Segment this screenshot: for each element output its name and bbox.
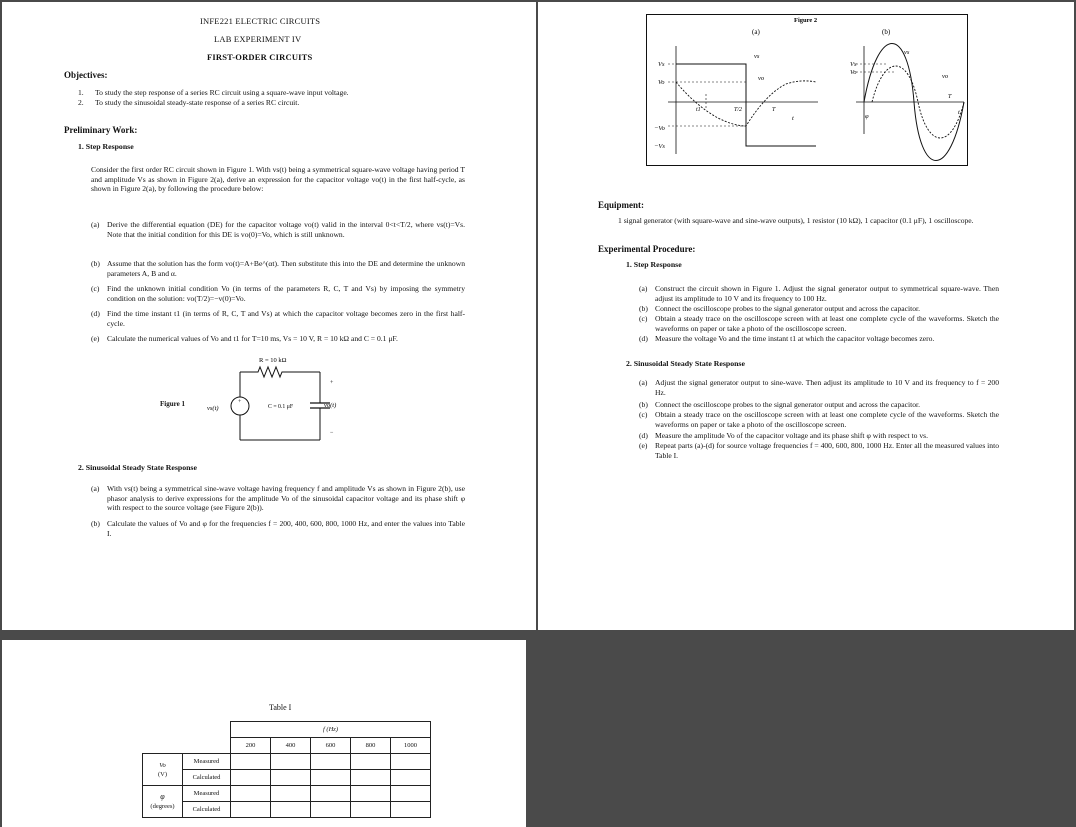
output-minus: − (330, 430, 334, 436)
freq-header: f (Hz) (231, 722, 431, 738)
row-kind: Calculated (183, 770, 231, 786)
item-text: Connect the oscilloscope probes to the signal generator output and across the capacitor. (655, 304, 921, 313)
item-text: Connect the oscilloscope probes to the signal generator output and across the capacitor. (655, 400, 921, 409)
row-kind: Calculated (183, 802, 231, 818)
item-text: Measure the voltage Vo and the time instant t1 at which the capacitor voltage becomes zero. (655, 334, 935, 343)
source-plus: + (238, 399, 242, 405)
item-label: (b) (639, 304, 648, 313)
item-label: (a) (639, 378, 648, 387)
objective-text: To study the sinusoidal steady-state response of a series RC circuit. (95, 98, 300, 107)
table-cell[interactable] (271, 786, 311, 802)
figure2a-label: (a) (752, 28, 760, 36)
item-text: Find the unknown initial condition Vo (in terms of the parameters R, C, T and Vs) by imposing the symmetry condition on the solution: vo(T/2)=−v(0)=Vo. (107, 284, 465, 303)
table-cell[interactable] (271, 754, 311, 770)
row-kind: Measured (183, 754, 231, 770)
label-t-b: t (958, 109, 960, 116)
item-text: Calculate the numerical values of Vo and t1 for T=10 ms, Vs = 10 V, R = 10 kΩ and C = 0.1 μF. (107, 334, 398, 343)
label-vo: vo (758, 75, 765, 82)
table-cell[interactable] (311, 770, 351, 786)
item-label: (a) (639, 284, 648, 293)
figure2 (646, 14, 968, 166)
item-text: Derive the differential equation (DE) for the capacitor voltage vo(t) valid in the interval 0<t<T/2, where vs(t)=Vs. Note that the initial condition for this DE is vo(0)=Vo, which is still unknown. (107, 220, 465, 239)
step-intro: Consider the first order RC circuit shown in Figure 1. With vs(t) being a symmetrical square-wave voltage having period T and amplitude Vs as shown in Figure 2(a), derive an expression for the capacitor voltage vo(t) in the first half-cycle, as shown in Figure 2(a), by following the procedure below: (91, 165, 465, 194)
table-cell[interactable] (231, 786, 271, 802)
item-text: Obtain a steady trace on the oscilloscope screen with at least one complete cycle of the waveforms. Sketch the waveforms on paper or take a photo of the oscilloscope screen. (655, 314, 999, 333)
item-label: (b) (91, 519, 100, 528)
table-cell[interactable] (351, 770, 391, 786)
row-kind: Measured (183, 786, 231, 802)
row-group-unit: (degrees) (150, 803, 175, 810)
table-cell[interactable] (271, 802, 311, 818)
table-cell[interactable] (351, 802, 391, 818)
label-Vo-b: Vo (850, 69, 857, 76)
row-group-label: Vo (159, 761, 166, 769)
item-label: (d) (91, 309, 100, 318)
item-label: (c) (639, 314, 648, 323)
page-1 (2, 2, 536, 630)
freq-cell: 200 (231, 738, 271, 754)
label-minus-Vs: −Vs (654, 143, 665, 150)
figure1-caption: Figure 1 (160, 400, 185, 408)
output-label: vo(t) (324, 402, 337, 409)
label-t: t (792, 115, 794, 122)
page-3 (2, 640, 526, 827)
label-Vs: Vs (658, 61, 665, 68)
row-group-phi (143, 786, 183, 818)
course-title: INFE221 ELECTRIC CIRCUITS (200, 16, 321, 26)
item-label: (a) (91, 220, 100, 229)
row-group-vo (143, 754, 183, 786)
table-cell[interactable] (351, 754, 391, 770)
resistor-label: R = 10 kΩ (259, 357, 287, 364)
objective-text: To study the step response of a series RC circuit using a square-wave input voltage. (95, 88, 349, 97)
table-cell[interactable] (311, 802, 351, 818)
item-label: (e) (91, 334, 100, 343)
figure2-title: Figure 2 (794, 17, 818, 24)
proc-step-heading: 1. Step Response (626, 260, 682, 269)
item-label: (b) (639, 400, 648, 409)
item-text: With vs(t) being a symmetrical sine-wave voltage having frequency f and amplitude Vs as shown in Figure 2(b), use phasor analysis to derive expressions for the amplitude Vo of the sinusoidal capacitor voltage and its phase shift φ with respect to the source voltage (see Figure 2(b)). (107, 484, 465, 513)
item-text: Assume that the solution has the form vo(t)=A+Be^(αt). Then substitute this into the DE and determine the unknown parameters A, B and α. (107, 259, 465, 278)
label-Vo: Vo (658, 79, 665, 86)
table-title: Table I (269, 703, 292, 712)
doc-title: FIRST-ORDER CIRCUITS (207, 52, 313, 62)
equipment-text: 1 signal generator (with square-wave and sine-wave outputs), 1 resistor (10 kΩ), 1 capacitor (0.1 μF), 1 oscilloscope. (618, 216, 974, 225)
item-label: (b) (91, 259, 100, 268)
resistor-symbol (240, 367, 320, 377)
table-cell[interactable] (271, 770, 311, 786)
table-cell[interactable] (231, 802, 271, 818)
item-text: Measure the amplitude Vo of the capacitor voltage and its phase shift φ with respect to vs. (655, 431, 928, 440)
table-cell[interactable] (391, 770, 431, 786)
source-label: vs(t) (207, 405, 219, 412)
item-text: Calculate the values of Vo and φ for the frequencies f = 200, 400, 600, 800, 1000 Hz, and enter the values into Table I. (107, 519, 465, 538)
label-T-b: T (948, 94, 952, 100)
item-text: Repeat parts (a)-(d) for source voltage frequencies f = 400, 600, 800, 1000 Hz. Enter all the measured values into Table I. (655, 441, 999, 460)
label-vo-b: vo (942, 73, 949, 80)
table-cell[interactable] (231, 770, 271, 786)
row-group-unit: (V) (157, 770, 168, 778)
figure1-circuit (202, 352, 352, 447)
label-t1: t1 (696, 107, 701, 113)
item-text: Adjust the signal generator output to sine-wave. Then adjust its amplitude to 10 V and its frequency to f = 200 Hz. (655, 378, 999, 397)
output-plus: + (330, 380, 334, 386)
step-heading: 1. Step Response (78, 142, 134, 151)
page-2 (538, 2, 1074, 630)
item-label: (c) (639, 410, 648, 419)
item-text: Obtain a steady trace on the oscilloscope screen with at least one complete cycle of the waveforms. Sketch the waveforms on paper or take a photo of the oscilloscope screen. (655, 410, 999, 429)
freq-cell: 400 (271, 738, 311, 754)
item-label: (d) (639, 431, 648, 440)
item-label: (e) (639, 441, 648, 450)
sine-heading: 2. Sinusoidal Steady State Response (78, 463, 197, 472)
objectives-heading: Objectives: (64, 70, 108, 80)
item-text: Find the time instant t1 (in terms of R, C, T and Vs) at which the capacitor voltage becomes zero in the first half-cycle. (107, 309, 465, 328)
procedure-heading: Experimental Procedure: (598, 244, 696, 254)
results-table (142, 721, 431, 818)
item-label: (a) (91, 484, 100, 493)
label-T2: T/2 (734, 107, 743, 113)
freq-cell: 1000 (391, 738, 431, 754)
capacitor-label: C = 0.1 μF (268, 404, 294, 410)
freq-cell: 600 (311, 738, 351, 754)
label-phi: φ (865, 113, 869, 120)
table-cell[interactable] (311, 786, 351, 802)
label-Vs-b: Vs (850, 61, 857, 68)
label-T: T (772, 107, 776, 113)
label-vs-b: vs (904, 49, 910, 56)
figure2b-label: (b) (882, 28, 891, 36)
table-cell[interactable] (391, 754, 431, 770)
table-cell[interactable] (311, 754, 351, 770)
table-cell[interactable] (391, 786, 431, 802)
row-group-label: φ (160, 792, 165, 801)
item-text: Construct the circuit shown in Figure 1. Adjust the signal generator output to symmetrical square-wave. Then adjust its amplitude to 10 V and its frequency to 100 Hz. (655, 284, 999, 303)
lab-title: LAB EXPERIMENT IV (214, 34, 302, 44)
objective-num: 1. (78, 88, 84, 97)
table-cell[interactable] (231, 754, 271, 770)
prelim-heading: Preliminary Work: (64, 125, 138, 135)
table-cell[interactable] (351, 786, 391, 802)
table-cell[interactable] (391, 802, 431, 818)
proc-sine-heading: 2. Sinusoidal Steady State Response (626, 359, 745, 368)
equipment-heading: Equipment: (598, 200, 645, 210)
item-label: (d) (639, 334, 648, 343)
item-label: (c) (91, 284, 100, 293)
label-minus-Vo: −Vo (654, 125, 665, 132)
label-vs: vs (754, 53, 760, 60)
freq-cell: 800 (351, 738, 391, 754)
objective-num: 2. (78, 98, 84, 107)
